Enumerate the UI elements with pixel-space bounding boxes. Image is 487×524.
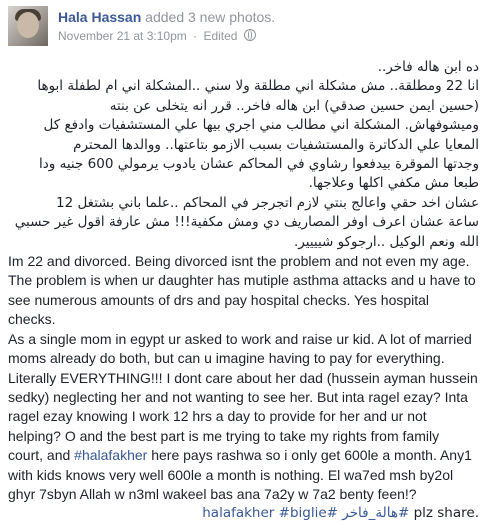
hashtag-link[interactable]: #هالة_فاخر	[342, 505, 410, 522]
avatar[interactable]	[8, 6, 48, 46]
globe-icon[interactable]	[244, 29, 256, 41]
english-line-with-hashtag	[8, 446, 479, 465]
hashtag-link[interactable]: #halafakher	[74, 447, 148, 464]
hashtag-link[interactable]: #biglie	[278, 505, 327, 522]
author-name-link[interactable]: Hala Hassan	[58, 9, 142, 25]
post-meta	[58, 28, 256, 44]
arabic-line: طبعا مش مكفي اكلها وعلاجها.	[308, 175, 479, 192]
post-header	[8, 6, 479, 50]
english-line: with kids knows very well 600le a month is nothing. El wa7ed msh by2ol	[8, 466, 454, 483]
arabic-line: انا 22 ومطلقة.. مش مشكلة اني مطلقة ولا سني ..المشكلة اني ام لطفلة ابوها	[37, 78, 479, 95]
arabic-line: ده ابن هاله فاخر..	[377, 59, 479, 75]
english-line: ghyr 7sbyn Allah w n3ml wakeel bas ana 7a2y w 7a2 benty feen!?	[8, 485, 417, 502]
arabic-line: ساعة عشان اعرف اوفر المصاريف دي ومش مكفية!!! مش عارفة اقول غير حسبي	[14, 214, 479, 231]
english-line: helping? O and the best part is me trying to take my rights from family	[8, 427, 440, 444]
arabic-line: عشان اخد حقي واعالج بنتي لازم اتجرجر في المحاكم ..علما باني بشتغل 12	[55, 194, 479, 211]
arabic-line: المعايا علي الدكاترة والمستشفيات بسبب الازمو بتاعتها.. ووالدها المحترم	[73, 136, 479, 153]
english-line: moms already do both, but can u imagine having to pay for everything.	[8, 350, 445, 367]
english-line: The problem is when ur daughter has mutiple asthma attacks and u have to	[8, 272, 476, 289]
meta-separator: ·	[193, 29, 198, 43]
arabic-line: وجدتها الموقرة بيدفعوا رشاوي في المحاكم عشان يادوب يرمولي 600 جنيه ودا	[39, 156, 479, 173]
english-text: here pays rashwa so i only get 600le a month. Any1	[151, 447, 472, 464]
post-body	[8, 58, 479, 524]
timestamp-link[interactable]: November 21 at 3:10pm	[58, 29, 187, 43]
share-line	[8, 504, 479, 523]
author-line	[58, 8, 275, 26]
arabic-line: (حسين ايمن حسين صدقي) ابن هاله فاخر.. قرر انه يتخلى عن بنته	[109, 97, 479, 114]
english-line: ragel ezay knowing I work 12 hrs a day to provide for her and ur not	[8, 408, 427, 425]
share-text: .plz share	[413, 505, 479, 522]
english-line: Im 22 and divorced. Being divorced isnt the problem and not even my age.	[8, 253, 470, 270]
edited-link[interactable]: Edited	[203, 29, 238, 43]
avatar-face	[17, 12, 39, 38]
post-action-text: added 3 new photos.	[145, 9, 276, 25]
hashtag-link[interactable]: #halafakher	[202, 505, 338, 522]
english-line: see numerous amounts of drs and pay hospital checks. Yes hospital checks.	[8, 291, 430, 328]
english-line: As a single mom in egypt ur asked to work and raise ur kid. A lot of married	[8, 330, 472, 347]
english-line: Literally EVERYTHING!!! I dont care about her dad (hussein ayman hussein	[8, 369, 478, 386]
english-text: court, and	[8, 447, 71, 464]
english-line: sedky) neglecting her and not wanting to see her. But inta ragel ezay? Inta	[8, 388, 468, 405]
arabic-line: وميشوفهاش. المشكلة اني مطالب مني اجري بيها علي المستشفيات وادفع كل	[43, 117, 479, 134]
arabic-line: الله ونعم الوكيل ..ارجوكو شيييير.	[294, 233, 479, 250]
